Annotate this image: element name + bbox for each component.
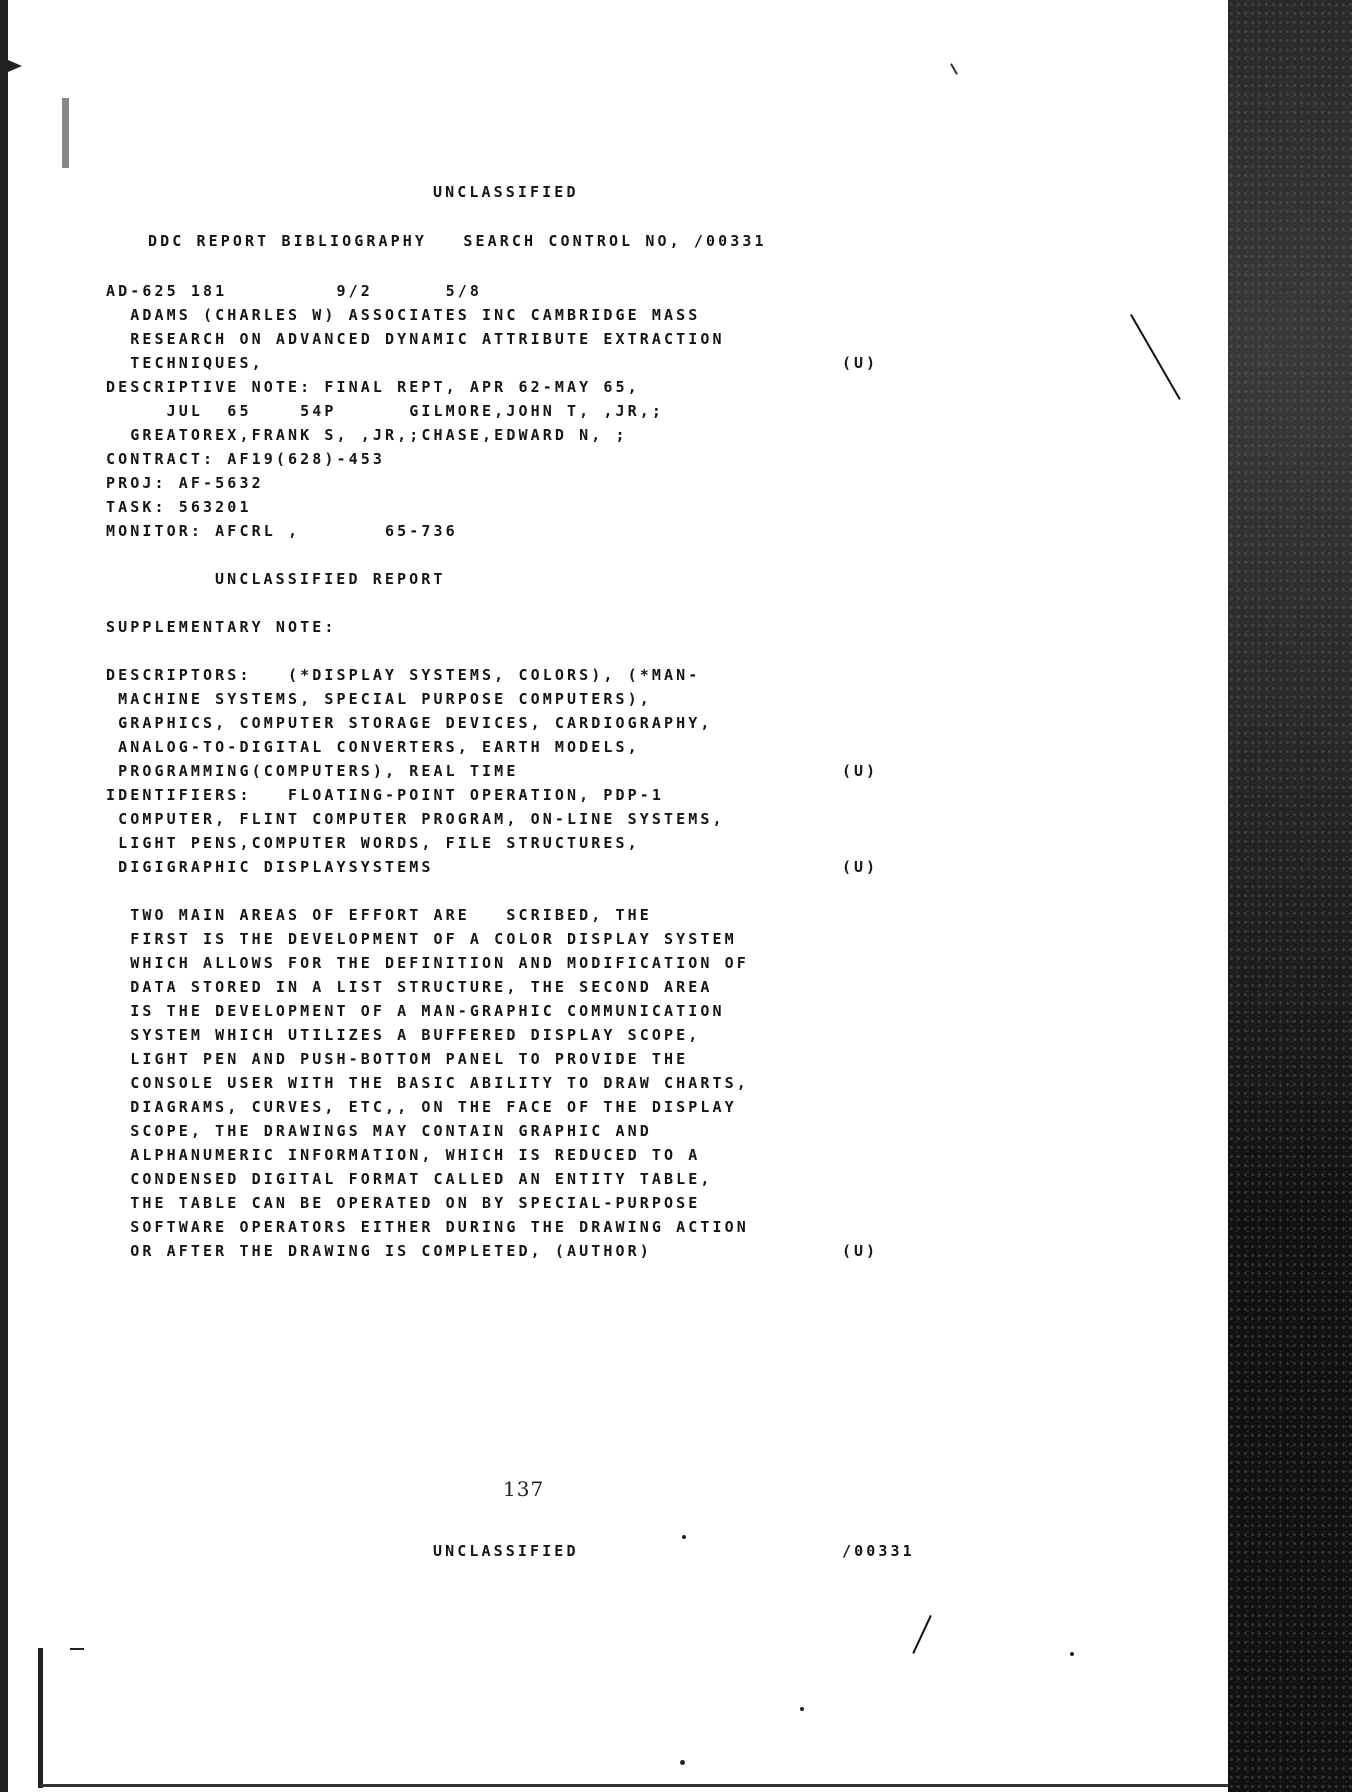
- identifier-line: LIGHT PENS,COMPUTER WORDS, FILE STRUCTURES,: [106, 834, 640, 852]
- descriptor-line: PROGRAMMING(COMPUTERS), REAL TIME: [106, 762, 519, 780]
- bibliography-header: DDC REPORT BIBLIOGRAPHY SEARCH CONTROL NO, /00331: [148, 232, 767, 250]
- identifier-line: COMPUTER, FLINT COMPUTER PROGRAM, ON-LINE SYSTEMS,: [106, 810, 725, 828]
- abstract-line: CONSOLE USER WITH THE BASIC ABILITY TO DRAW CHARTS,: [106, 1074, 749, 1092]
- descriptor-line: GRAPHICS, COMPUTER STORAGE DEVICES, CARDIOGRAPHY,: [106, 714, 713, 732]
- abstract-line: CONDENSED DIGITAL FORMAT CALLED AN ENTITY TABLE,: [106, 1170, 713, 1188]
- abstract-line: TWO MAIN AREAS OF EFFORT ARE SCRIBED, THE: [106, 906, 652, 924]
- abstract-line: SCOPE, THE DRAWINGS MAY CONTAIN GRAPHIC AND: [106, 1122, 652, 1140]
- supplementary-note: SUPPLEMENTARY NOTE:: [106, 618, 337, 636]
- abstract-line: THE TABLE CAN BE OPERATED ON BY SPECIAL-PURPOSE: [106, 1194, 701, 1212]
- record-line: PROJ: AF-5632: [106, 474, 264, 492]
- abstract-line: SYSTEM WHICH UTILIZES A BUFFERED DISPLAY SCOPE,: [106, 1026, 701, 1044]
- classification-top: UNCLASSIFIED: [433, 183, 579, 201]
- identifier-line: IDENTIFIERS: FLOATING-POINT OPERATION, PDP-1: [106, 786, 665, 804]
- abstract-line: DIAGRAMS, CURVES, ETC,, ON THE FACE OF THE DISPLAY: [106, 1098, 737, 1116]
- abstract-line: IS THE DEVELOPMENT OF A MAN-GRAPHIC COMMUNICATION: [106, 1002, 725, 1020]
- record-line: JUL 65 54P GILMORE,JOHN T, ,JR,;: [106, 402, 665, 420]
- record-line: ADAMS (CHARLES W) ASSOCIATES INC CAMBRIDGE MASS: [106, 306, 701, 324]
- record-line: TASK: 563201: [106, 498, 252, 516]
- classification-bottom: UNCLASSIFIED: [433, 1542, 579, 1560]
- abstract-line: SOFTWARE OPERATORS EITHER DURING THE DRAWING ACTION: [106, 1218, 749, 1236]
- abstract-line: DATA STORED IN A LIST STRUCTURE, THE SECOND AREA: [106, 978, 713, 996]
- control-number: /00331: [842, 1542, 915, 1560]
- record-line: MONITOR: AFCRL , 65-736: [106, 522, 458, 540]
- classification-mark: (U): [842, 858, 879, 876]
- classification-mark: (U): [842, 354, 879, 372]
- abstract-line: LIGHT PEN AND PUSH-BOTTOM PANEL TO PROVIDE THE: [106, 1050, 689, 1068]
- report-classification: UNCLASSIFIED REPORT: [215, 570, 446, 588]
- descriptor-line: ANALOG-TO-DIGITAL CONVERTERS, EARTH MODELS,: [106, 738, 640, 756]
- identifier-line: DIGIGRAPHIC DISPLAYSYSTEMS: [106, 858, 434, 876]
- record-line: RESEARCH ON ADVANCED DYNAMIC ATTRIBUTE EXTRACTION: [106, 330, 725, 348]
- record-line: GREATOREX,FRANK S, ,JR,;CHASE,EDWARD N, ;: [106, 426, 628, 444]
- page-number: 137: [503, 1477, 545, 1501]
- abstract-line: OR AFTER THE DRAWING IS COMPLETED, (AUTHOR): [106, 1242, 652, 1260]
- abstract-line: FIRST IS THE DEVELOPMENT OF A COLOR DISPLAY SYSTEM: [106, 930, 737, 948]
- record-line: CONTRACT: AF19(628)-453: [106, 450, 386, 468]
- record-line: DESCRIPTIVE NOTE: FINAL REPT, APR 62-MAY 65,: [106, 378, 640, 396]
- descriptor-line: DESCRIPTORS: (*DISPLAY SYSTEMS, COLORS), (*MAN-: [106, 666, 701, 684]
- classification-mark: (U): [842, 762, 879, 780]
- ad-number-line: AD-625 181 9/2 5/8: [106, 282, 483, 300]
- abstract-line: WHICH ALLOWS FOR THE DEFINITION AND MODIFICATION OF: [106, 954, 749, 972]
- descriptor-line: MACHINE SYSTEMS, SPECIAL PURPOSE COMPUTERS),: [106, 690, 652, 708]
- classification-mark: (U): [842, 1242, 879, 1260]
- record-line: TECHNIQUES,: [106, 354, 264, 372]
- abstract-line: ALPHANUMERIC INFORMATION, WHICH IS REDUCED TO A: [106, 1146, 701, 1164]
